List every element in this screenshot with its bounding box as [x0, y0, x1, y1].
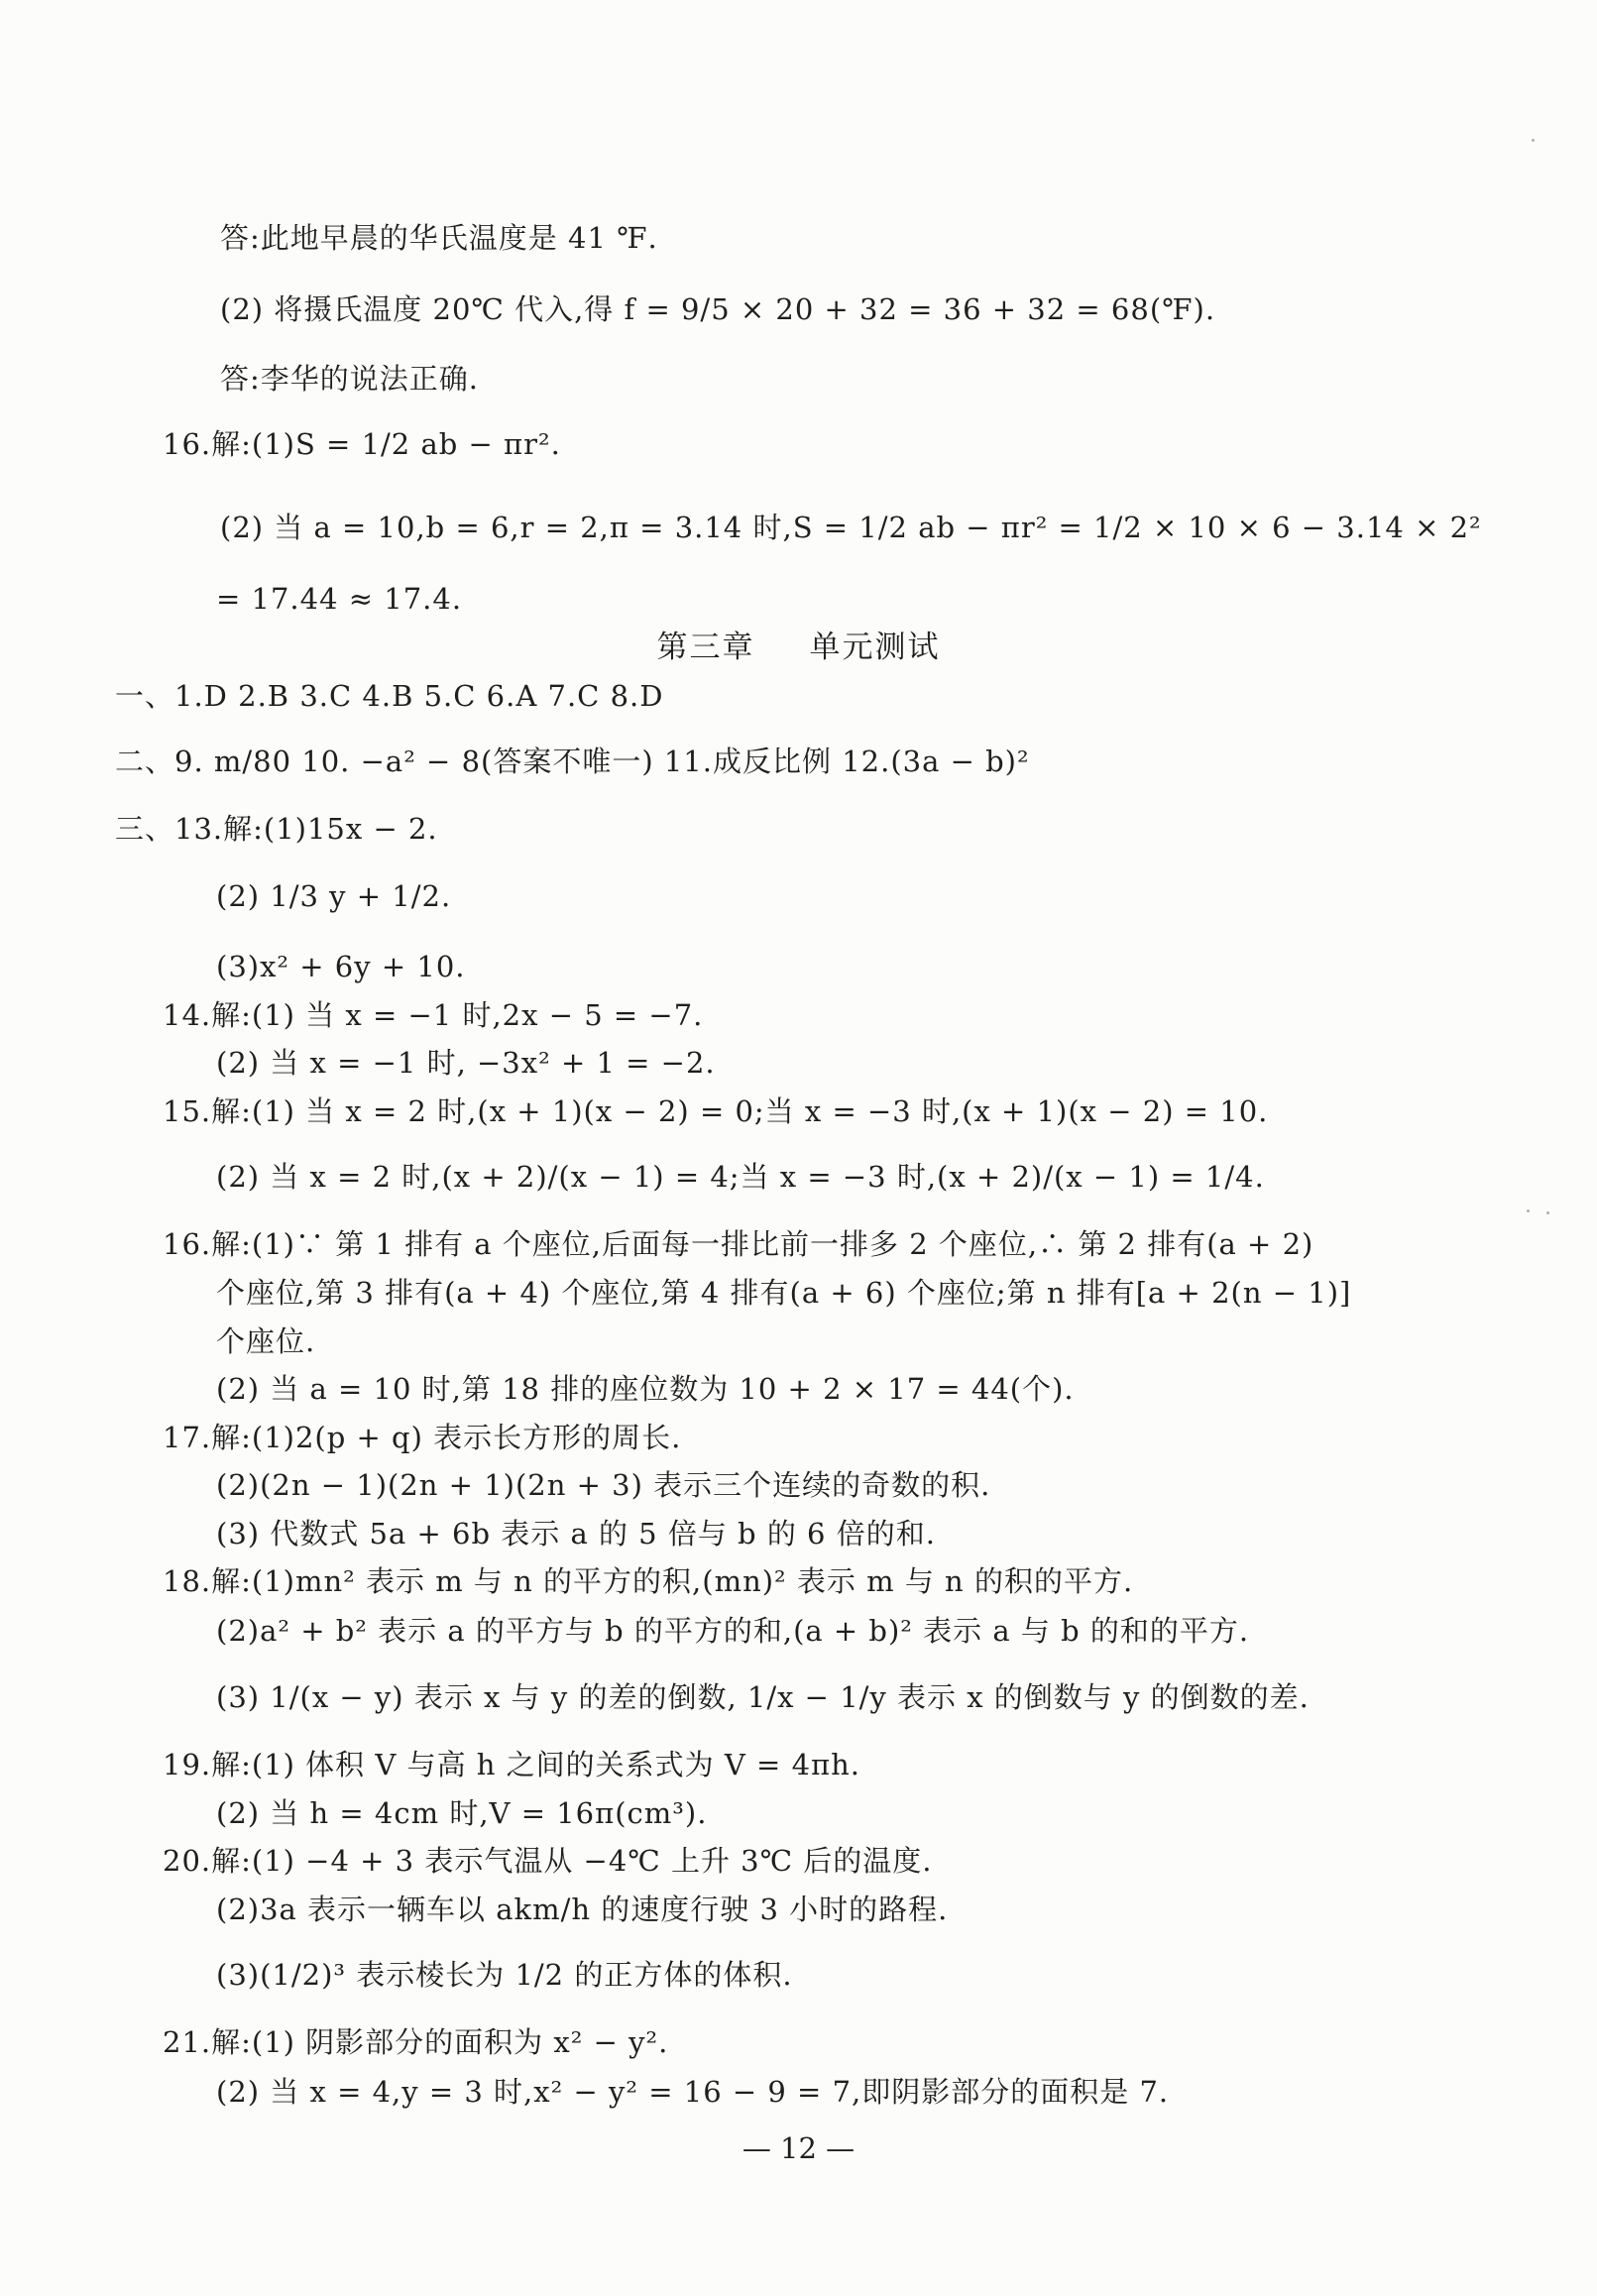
chapter-heading	[0, 628, 1597, 667]
text-line: 二、9. m/80 10. −a² − 8(答案不唯一) 11.成反比例 12.(3a − b)²	[115, 745, 1030, 778]
text-line: 15.解:(1) 当 x = 2 时,(x + 1)(x − 2) = 0;当 x = −3 时,(x + 1)(x − 2) = 10.	[163, 1094, 1269, 1128]
text-line: (2) 当 x = −1 时, −3x² + 1 = −2.	[216, 1046, 716, 1080]
text-line: 14.解:(1) 当 x = −1 时,2x − 5 = −7.	[163, 998, 704, 1032]
text-line: (2) 当 x = 4,y = 3 时,x² − y² = 16 − 9 = 7,即阴影部分的面积是 7.	[216, 2075, 1170, 2109]
text-line: 三、13.解:(1)15x − 2.	[115, 812, 438, 846]
text-line: 18.解:(1)mn² 表示 m 与 n 的平方的积,(mn)² 表示 m 与 n 的积的平方.	[163, 1564, 1134, 1598]
text-line: 21.解:(1) 阴影部分的面积为 x² − y².	[163, 2025, 669, 2059]
text-line: (2) 当 a = 10,b = 6,r = 2,π = 3.14 时,S = 1/2 ab − πr² = 1/2 × 10 × 6 − 3.14 × 2²	[220, 511, 1482, 544]
scan-speck	[1546, 1211, 1549, 1214]
text-line: 16.解:(1)∵ 第 1 排有 a 个座位,后面每一排比前一排多 2 个座位,∴ 第 2 排有(a + 2)	[163, 1227, 1314, 1261]
text-line: (3) 代数式 5a + 6b 表示 a 的 5 倍与 b 的 6 倍的和.	[216, 1517, 936, 1550]
scan-speck	[1532, 139, 1535, 142]
text-line: 16.解:(1)S = 1/2 ab − πr².	[163, 427, 561, 461]
text-line: 19.解:(1) 体积 V 与高 h 之间的关系式为 V = 4πh.	[163, 1748, 860, 1781]
text-line: (3)(1/2)³ 表示棱长为 1/2 的正方体的体积.	[216, 1958, 793, 1992]
text-line: (2)(2n − 1)(2n + 1)(2n + 3) 表示三个连续的奇数的积.	[216, 1468, 991, 1502]
chapter-title: 单元测试	[809, 630, 941, 665]
text-line: 个座位,第 3 排有(a + 4) 个座位,第 4 排有(a + 6) 个座位;第 n 排有[a + 2(n − 1)]	[216, 1276, 1352, 1310]
text-line: 20.解:(1) −4 + 3 表示气温从 −4℃ 上升 3℃ 后的温度.	[163, 1844, 933, 1878]
text-line: (2) 1/3 y + 1/2.	[216, 879, 452, 913]
text-line: 17.解:(1)2(p + q) 表示长方形的周长.	[163, 1421, 682, 1454]
scan-speck	[1527, 1209, 1530, 1212]
chapter-label: 第三章	[656, 630, 755, 665]
text-line: (2) 当 a = 10 时,第 18 排的座位数为 10 + 2 × 17 = 44(个).	[216, 1372, 1075, 1406]
text-line: (2) 将摄氏温度 20℃ 代入,得 f = 9/5 × 20 + 32 = 36 + 32 = 68(℉).	[220, 292, 1216, 326]
text-line: (2) 当 h = 4cm 时,V = 16π(cm³).	[216, 1796, 708, 1830]
text-line: (2) 当 x = 2 时,(x + 2)/(x − 1) = 4;当 x = −3 时,(x + 2)/(x − 1) = 1/4.	[216, 1160, 1265, 1194]
text-line: 一、1.D 2.B 3.C 4.B 5.C 6.A 7.C 8.D	[115, 679, 664, 713]
text-line: 个座位.	[216, 1324, 316, 1358]
page-number: — 12 —	[741, 2131, 856, 2165]
text-line: (2)a² + b² 表示 a 的平方与 b 的平方的和,(a + b)² 表示 a 与 b 的和的平方.	[216, 1614, 1250, 1648]
text-line: (2)3a 表示一辆车以 akm/h 的速度行驶 3 小时的路程.	[216, 1893, 949, 1926]
text-line: (3)x² + 6y + 10.	[216, 950, 466, 983]
text-line: (3) 1/(x − y) 表示 x 与 y 的差的倒数, 1/x − 1/y 表示 x 的倒数与 y 的倒数的差.	[216, 1680, 1310, 1714]
text-line: 答:李华的说法正确.	[220, 362, 479, 396]
text-line: = 17.44 ≈ 17.4.	[216, 582, 463, 616]
text-line: 答:此地早晨的华氏温度是 41 ℉.	[220, 221, 658, 255]
